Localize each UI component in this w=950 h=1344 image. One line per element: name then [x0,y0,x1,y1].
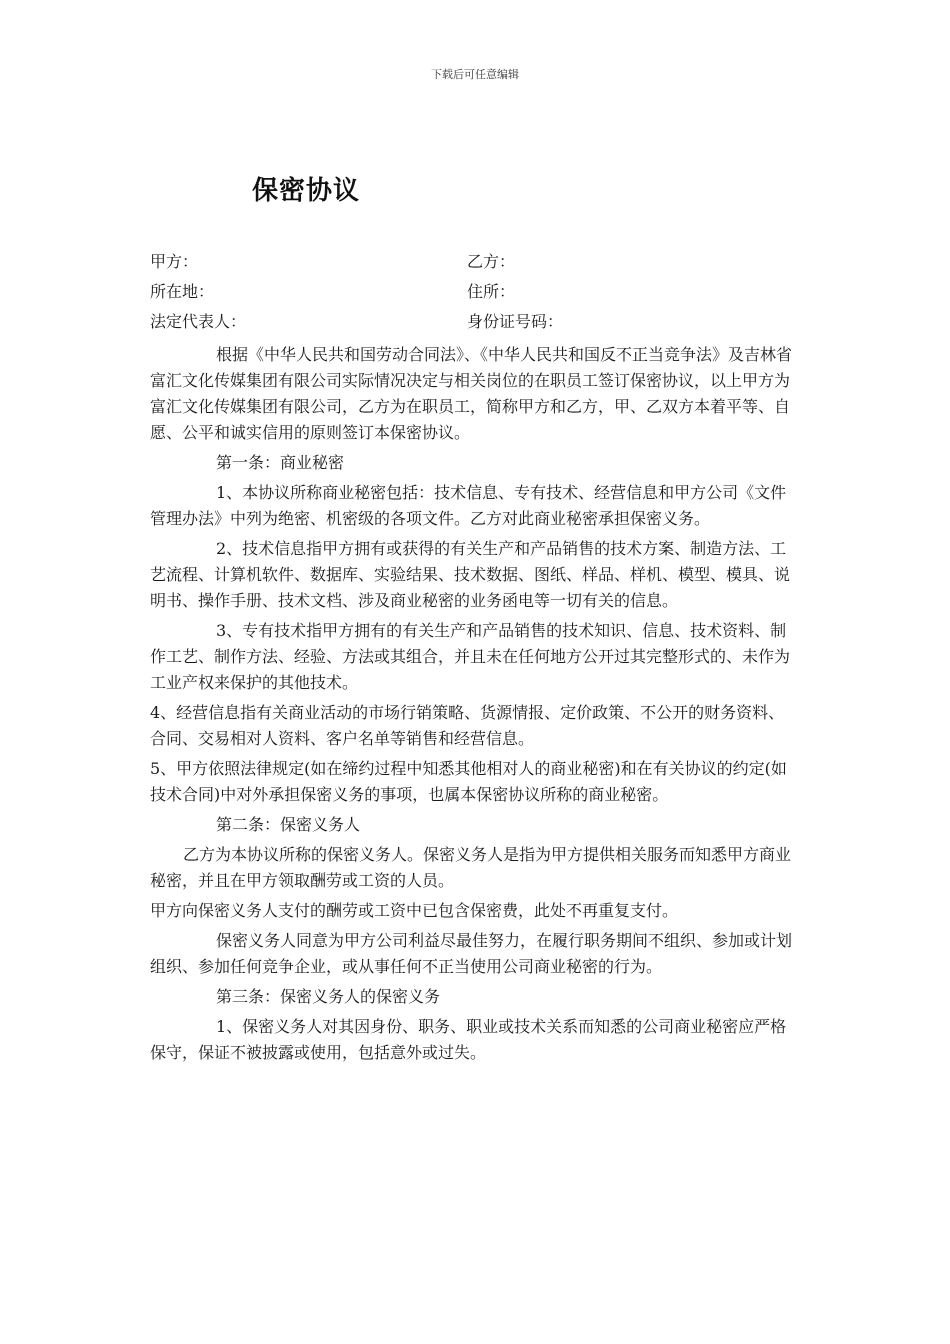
id-number-label: 身份证号码： [467,312,564,331]
clause-paragraph: 2、技术信息指甲方拥有或获得的有关生产和产品销售的技术方案、制造方法、工艺流程、计算机软件、数据库、实验结果、技术数据、图纸、样品、样机、模型、模具、说明书、操作手册、技术文档、涉及商业秘密的业务函电等一切有关的信息。 [150,539,791,610]
clause-paragraph: 乙方为本协议所称的保密义务人。保密义务人是指为甲方提供相关服务而知悉甲方商业秘密，并且在甲方领取酬劳或工资的人员。 [150,845,792,890]
preamble-paragraph: 根据《中华人民共和国劳动合同法》、《中华人民共和国反不正当竞争法》及吉林省富汇文化传媒集团有限公司实际情况决定与相关岗位的在职员工签订保密协议，以上甲方为富汇文化传媒集团有限公司，乙方为在职员工，简称甲方和乙方，甲、乙双方本着平等、自愿、公平和诚实信用的原则签订本保密协议。 [150,345,793,442]
clause-paragraph: 保密义务人同意为甲方公司利益尽最佳努力，在履行职务期间不组织、参加或计划组织、参加任何竞争企业，或从事任何不正当使用公司商业秘密的行为。 [150,931,793,976]
article-heading: 第一条：商业秘密 [216,453,345,472]
clause-paragraph: 3、专有技术指甲方拥有的有关生产和产品销售的技术知识、信息、技术资料、制作工艺、制作方法、经验、方法或其组合，并且未在任何地方公开过其完整形式的、未作为工业产权来保护的其他技术。 [150,621,791,692]
header-note: 下载后可任意编辑 [431,68,519,81]
residence-label: 住所： [467,282,516,301]
party-a-label: 甲方： [150,252,199,271]
clause-paragraph: 1、本协议所称商业秘密包括：技术信息、专有技术、经营信息和甲方公司《文件管理办法》中列为绝密、机密级的各项文件。乙方对此商业秘密承担保密义务。 [150,483,787,528]
clause-paragraph: 4、经营信息指有关商业活动的市场行销策略、货源情报、定价政策、不公开的财务资料、合同、交易相对人资料、客户名单等销售和经营信息。 [150,703,785,748]
legal-rep-label: 法定代表人： [150,312,247,331]
clause-paragraph: 甲方向保密义务人支付的酬劳或工资中已包含保密费，此处不再重复支付。 [150,901,679,920]
article-heading: 第二条：保密义务人 [216,815,361,834]
document-title: 保密协议 [252,176,361,206]
location-label: 所在地： [150,282,215,301]
article-heading: 第三条：保密义务人的保密义务 [216,987,441,1006]
document-body [150,342,800,1070]
clause-paragraph: 1、保密义务人对其因身份、职务、职业或技术关系而知悉的公司商业秘密应严格保守，保证不被披露或使用，包括意外或过失。 [150,1017,787,1062]
party-b-label: 乙方： [467,252,516,271]
clause-paragraph: 5、甲方依照法律规定(如在缔约过程中知悉其他相对人的商业秘密)和在有关协议的约定(如技术合同)中对外承担保密义务的事项，也属本保密协议所称的商业秘密。 [150,759,787,804]
